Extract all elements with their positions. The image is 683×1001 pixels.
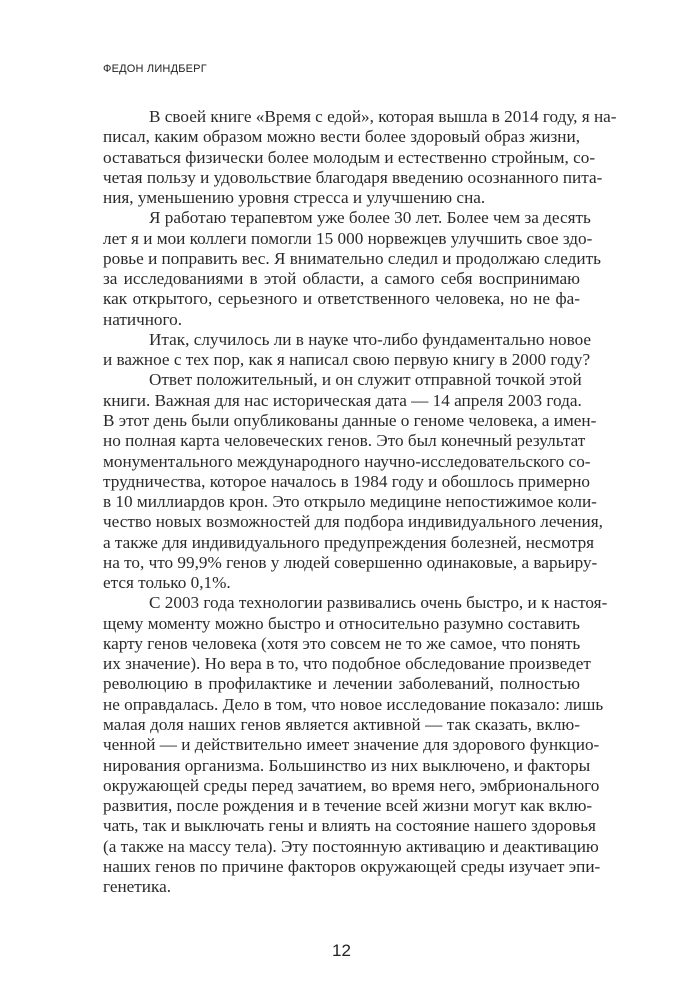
text-line: ровье и поправить вес. Я внимательно следил и продолжаю следить <box>103 248 601 268</box>
text-line: на то, что 99,9% генов у людей совершенно одинаковые, а варьиру- <box>103 552 598 572</box>
text-line: трудничества, которое началось в 1984 году и обошлось примерно <box>103 471 591 491</box>
text-line: и важное с тех пор, как я написал свою первую книгу в 2000 году? <box>103 350 591 370</box>
text-line: (а также на массу тела). Эту постоянную активацию и деактивацию <box>103 836 599 856</box>
text-line: наших генов по причине факторов окружающей среды изучает эпи- <box>103 856 601 876</box>
text-line: карту генов человека (хотя это совсем не то же самое, что понять <box>103 633 581 653</box>
text-line: В своей книге «Время с едой», которая вышла в 2014 году, я на- <box>149 107 617 126</box>
text-line: щему моменту можно быстро и относительно разумно составить <box>103 613 580 633</box>
text-line: как открытого, серьезного и ответственного человека, но не фа- <box>103 289 580 309</box>
running-header-author: ФЕДОН ЛИНДБЕРГ <box>103 63 207 75</box>
text-line: ется только 0,1%. <box>103 573 231 593</box>
text-line: ченной — и действительно имеет значение для здорового функцио- <box>103 735 600 755</box>
text-line: нирования организма. Большинство из них выключено, и факторы <box>103 755 591 775</box>
text-line: лет я и мои коллеги помогли 15 000 норвежцев улучшить свое здо- <box>103 228 593 248</box>
text-line: но полная карта человеческих генов. Это был конечный результат <box>103 431 586 451</box>
text-line: а также для индивидуального предупреждения болезней, несмотря <box>103 532 595 552</box>
text-line: их значение). Но вера в то, что подобное обследование произведет <box>103 654 591 674</box>
text-line: малая доля наших генов является активной — так сказать, вклю- <box>103 714 580 734</box>
text-line: Я работаю терапевтом уже более 30 лет. Более чем за десять <box>149 208 591 228</box>
body-text <box>103 107 617 897</box>
text-line: Ответ положительный, и он служит отправной точкой этой <box>149 370 582 390</box>
text-line: оставаться физически более молодым и естественно стройным, со- <box>103 147 596 167</box>
paragraph <box>103 593 608 897</box>
text-line: генетика. <box>103 877 172 897</box>
paragraph <box>103 329 592 371</box>
paragraph <box>103 370 603 593</box>
text-line: чество новых возможностей для подбора индивидуального лечения, <box>103 512 603 532</box>
text-line: чать, так и выключать гены и влиять на состояние нашего здоровья <box>103 816 596 836</box>
text-line: развития, после рождения и в течение всей жизни могут как вклю- <box>103 796 593 816</box>
text-line: В этот день были опубликованы данные о геноме человека, а имен- <box>103 410 597 430</box>
text-line: революцию в профилактике и лечении заболеваний, полностью <box>103 674 580 694</box>
text-line: в 10 миллиардов крон. Это открыло медицине непостижимое коли- <box>103 492 597 512</box>
text-line: натичного. <box>103 309 183 329</box>
text-line: ния, уменьшению уровня стресса и улучшению сна. <box>103 188 486 208</box>
text-line: книги. Важная для нас историческая дата — 14 апреля 2003 года. <box>103 390 582 410</box>
paragraph <box>103 107 617 208</box>
text-line: С 2003 года технологии развивались очень быстро, и к настоя- <box>149 593 608 613</box>
text-line: монументального международного научно-исследовательского со- <box>103 451 591 471</box>
page-number: 12 <box>332 941 351 960</box>
text-line: за исследованиями в этой области, а самого себя воспринимаю <box>103 269 580 289</box>
text-line: четая пользу и удовольствие благодаря введению осознанного пита- <box>103 167 603 187</box>
text-line: Итак, случилось ли в науке что-либо фундаментально новое <box>149 329 592 349</box>
paragraph <box>103 208 601 330</box>
text-line: не оправдалась. Дело в том, что новое исследование показало: лишь <box>103 694 604 714</box>
text-line: писал, каким образом можно вести более здоровый образ жизни, <box>103 127 580 147</box>
text-line: окружающей среды перед зачатием, во время него, эмбрионального <box>103 775 600 795</box>
